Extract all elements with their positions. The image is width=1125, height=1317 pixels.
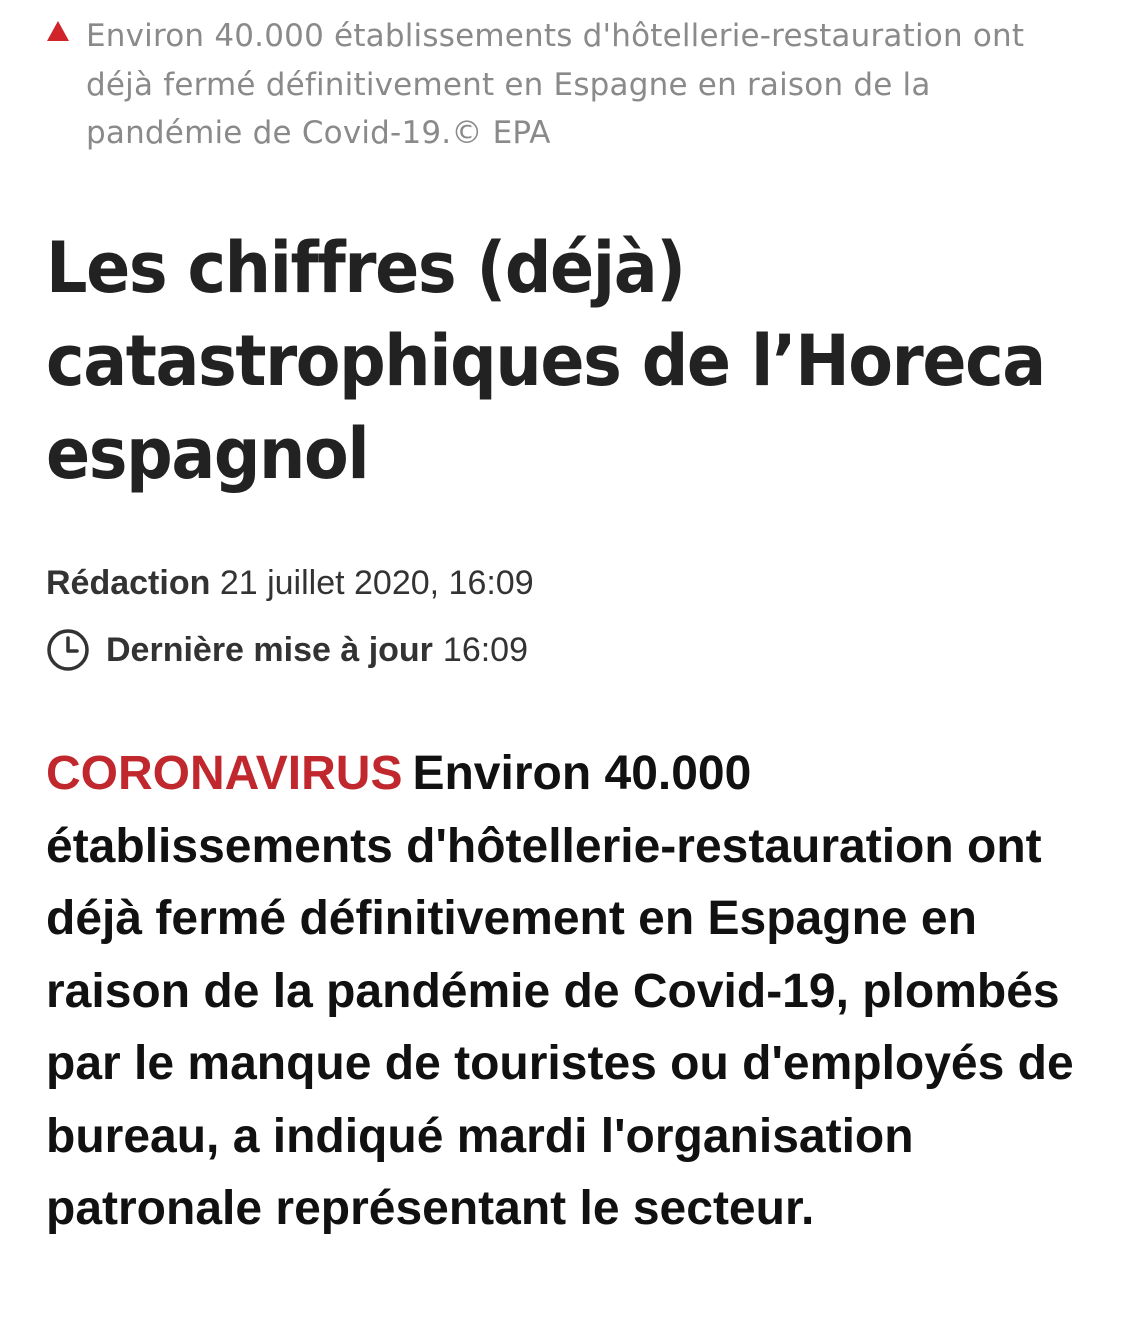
lead-kicker[interactable]: CORONAVIRUS <box>46 747 403 800</box>
clock-icon <box>46 628 90 672</box>
triangle-up-icon[interactable] <box>46 20 70 42</box>
last-updated <box>46 627 528 673</box>
photo-caption <box>46 12 1056 158</box>
headline-line-1: Les chiffres (déjà) <box>46 227 685 309</box>
last-updated-label: Dernière mise à jour <box>106 631 433 669</box>
headline-line-3: espagnol <box>46 413 369 495</box>
byline <box>46 560 534 606</box>
caption-text: Environ 40.000 établissements d'hôtellerie-restauration ont déjà fermé définitivement en Espagne en raison de la pandémie de Covid-19.© EPA <box>86 18 1025 151</box>
last-updated-time: 16:09 <box>442 631 529 669</box>
headline-line-2: catastrophiques de l’Horeca <box>46 320 1045 402</box>
article-headline <box>46 222 1045 501</box>
byline-author[interactable]: Rédaction <box>46 564 211 602</box>
article-lead <box>46 738 1086 1246</box>
byline-date: 21 juillet 2020, 16:09 <box>219 564 534 602</box>
lead-text: Environ 40.000 établissements d'hôtellerie-restauration ont déjà fermé définitivement en Espagne en raison de la pandémie de Covid-19, plombés par le manque de touristes ou d'employés de bureau, a indiqué mardi l'organisation patronale représentant le secteur. <box>46 747 1074 1235</box>
